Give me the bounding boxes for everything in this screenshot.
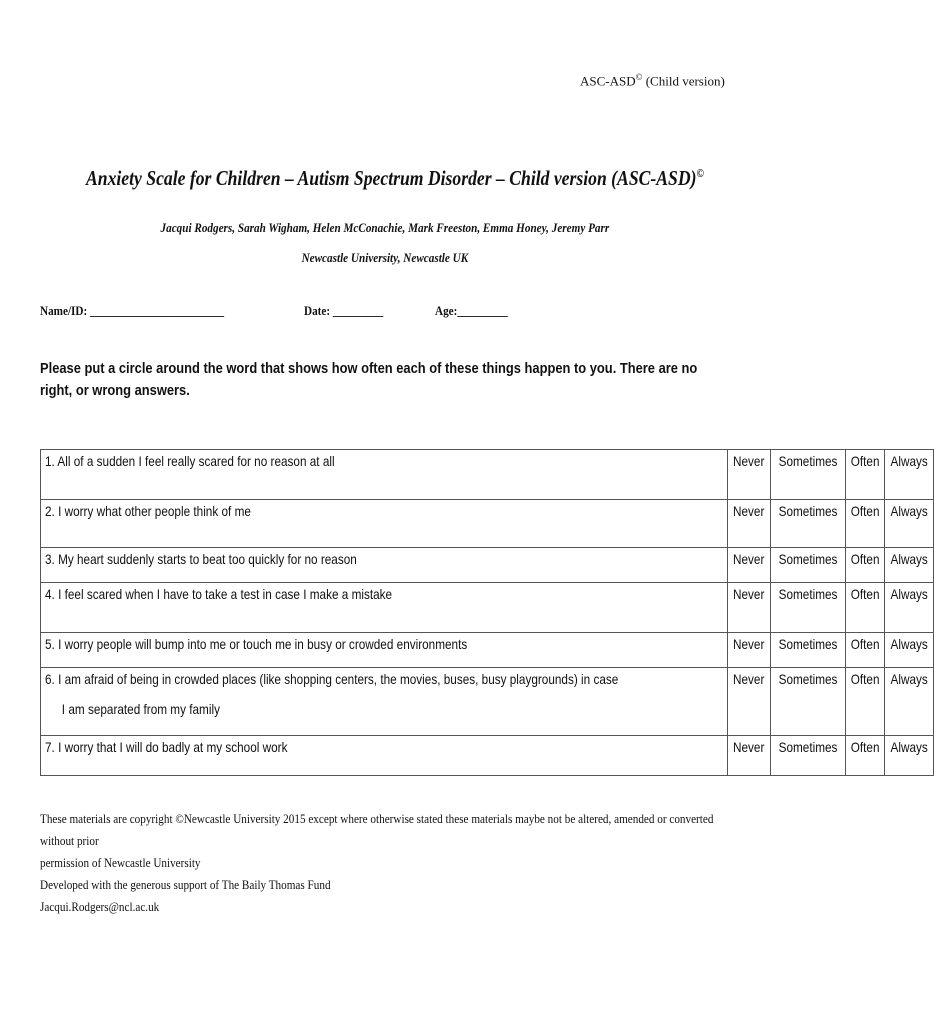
answer-option-never[interactable]: Never	[728, 548, 770, 583]
footer-contact-email: Jacqui.Rodgers@ncl.ac.uk	[40, 899, 160, 914]
answer-option-never[interactable]: Never	[728, 450, 770, 500]
answer-option-often[interactable]: Often	[845, 668, 884, 736]
question-row	[41, 668, 934, 736]
question-row	[41, 450, 934, 500]
answer-option-always[interactable]: Always	[885, 736, 934, 776]
answer-option-sometimes[interactable]: Sometimes	[770, 583, 845, 633]
answer-option-often[interactable]: Often	[845, 736, 884, 776]
answer-option-sometimes[interactable]: Sometimes	[770, 450, 845, 500]
header-copyright-mark: ©	[635, 72, 643, 82]
date-field[interactable]: Date: _________	[304, 303, 384, 318]
answer-option-sometimes[interactable]: Sometimes	[770, 500, 845, 548]
question-text: 5. I worry people will bump into me or touch me in busy or crowded environments	[45, 636, 468, 652]
answer-option-sometimes[interactable]: Sometimes	[770, 668, 845, 736]
instructions: Please put a circle around the word that shows how often each of these things happen to you. There are no right, or wrong answers.	[40, 360, 698, 399]
question-text-cell	[41, 583, 728, 633]
answer-option-never[interactable]: Never	[728, 736, 770, 776]
question-text-cell	[41, 633, 728, 668]
affiliation-line: Newcastle University, Newcastle UK	[301, 250, 469, 265]
title-text: Anxiety Scale for Children – Autism Spectrum Disorder – Child version (ASC-ASD)	[86, 166, 697, 190]
footer-funding: Developed with the generous support of The Baily Thomas Fund	[40, 877, 331, 892]
age-field[interactable]: Age:_________	[435, 303, 508, 318]
question-text-cell	[41, 548, 728, 583]
answer-option-often[interactable]: Often	[845, 500, 884, 548]
answer-option-never[interactable]: Never	[728, 633, 770, 668]
question-text-cell	[41, 450, 728, 500]
header-version: (Child version)	[645, 73, 725, 89]
footer-permission: permission of Newcastle University	[40, 855, 201, 870]
answer-option-often[interactable]: Often	[845, 450, 884, 500]
answer-option-sometimes[interactable]: Sometimes	[770, 633, 845, 668]
question-row	[41, 583, 934, 633]
answer-option-never[interactable]: Never	[728, 668, 770, 736]
title-copyright-mark: ©	[696, 166, 705, 180]
question-text: 1. All of a sudden I feel really scared for no reason at all	[45, 453, 335, 469]
answer-option-always[interactable]: Always	[885, 450, 934, 500]
answer-option-sometimes[interactable]: Sometimes	[770, 548, 845, 583]
answer-option-never[interactable]: Never	[728, 500, 770, 548]
answer-option-often[interactable]: Often	[845, 548, 884, 583]
question-text-cell	[41, 668, 728, 736]
answer-option-always[interactable]: Always	[885, 633, 934, 668]
footer	[40, 808, 740, 918]
answer-option-always[interactable]: Always	[885, 583, 934, 633]
name-id-field[interactable]: Name/ID: ________________________	[40, 303, 225, 318]
answer-option-always[interactable]: Always	[885, 668, 934, 736]
answer-option-always[interactable]: Always	[885, 500, 934, 548]
questionnaire-table	[40, 449, 934, 776]
footer-copyright: These materials are copyright ©Newcastle University 2015 except where otherwise stated these materials maybe not be altered, amended or converted without prior	[40, 811, 714, 848]
answer-option-always[interactable]: Always	[885, 548, 934, 583]
question-row	[41, 736, 934, 776]
question-text: 3. My heart suddenly starts to beat too quickly for no reason	[45, 551, 357, 567]
answer-option-often[interactable]: Often	[845, 583, 884, 633]
question-text-cell	[41, 500, 728, 548]
question-text-continued: I am separated from my family	[61, 701, 220, 717]
answer-option-never[interactable]: Never	[728, 583, 770, 633]
question-row	[41, 500, 934, 548]
question-row	[41, 548, 934, 583]
question-text: 4. I feel scared when I have to take a test in case I make a mistake	[45, 586, 393, 602]
question-text-cell	[41, 736, 728, 776]
answer-option-sometimes[interactable]: Sometimes	[770, 736, 845, 776]
question-text: 7. I worry that I will do badly at my school work	[45, 739, 288, 755]
answer-option-often[interactable]: Often	[845, 633, 884, 668]
question-text: 6. I am afraid of being in crowded places (like shopping centers, the movies, buses, busy playgrounds) in case	[45, 671, 619, 687]
header-code: ASC-ASD	[580, 73, 636, 89]
document-title	[86, 166, 822, 191]
question-text: 2. I worry what other people think of me	[45, 503, 251, 519]
authors-line: Jacqui Rodgers, Sarah Wigham, Helen McConachie, Mark Freeston, Emma Honey, Jeremy Parr	[160, 220, 610, 235]
question-row	[41, 633, 934, 668]
header-version-label	[580, 72, 725, 89]
